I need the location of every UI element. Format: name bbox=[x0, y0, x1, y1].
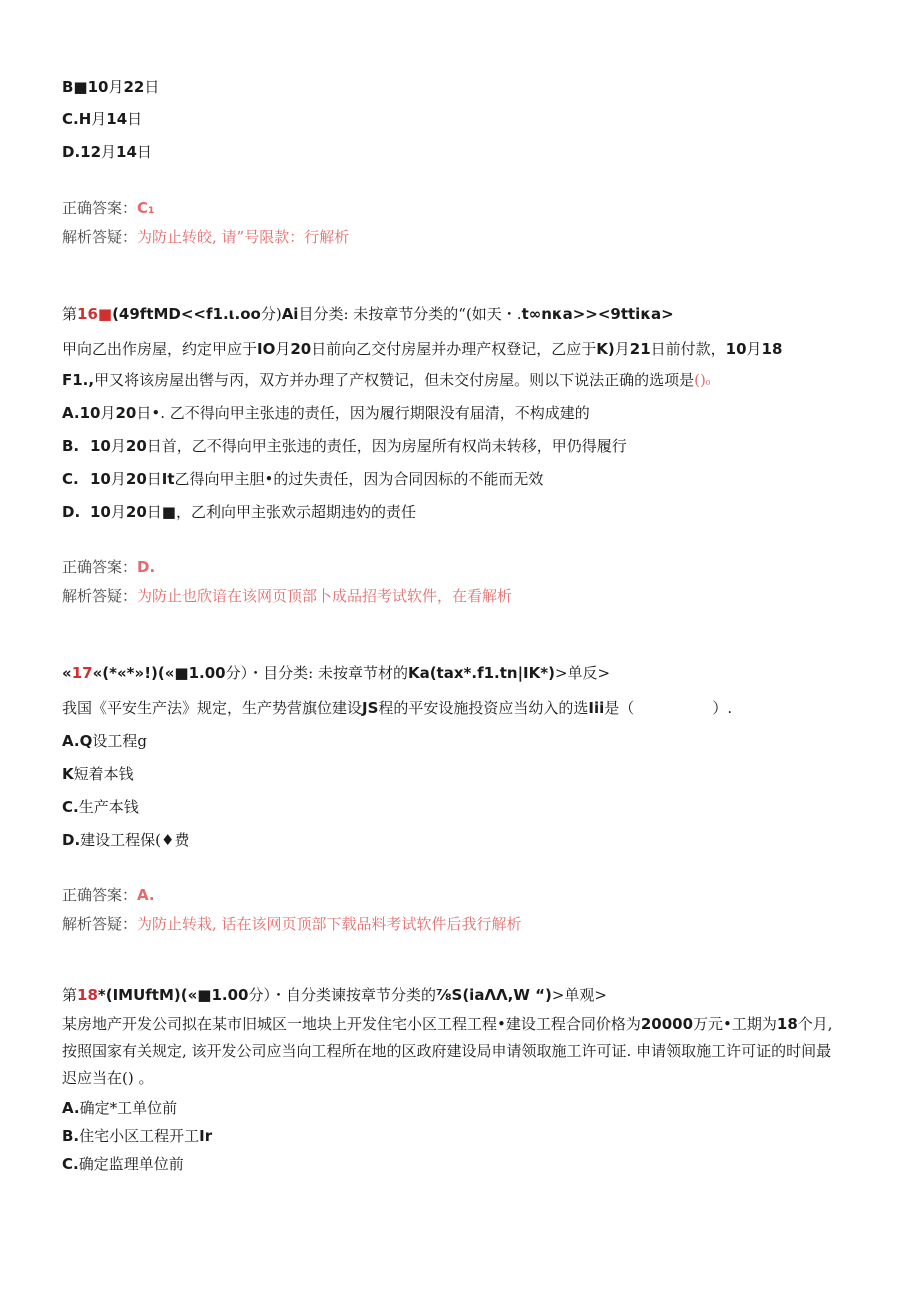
answer-line: 正确答案：A. bbox=[62, 886, 155, 904]
analysis-line: 解析答疑：为防止也欣谙在该网页顶部卜成品招考试软件，在看解析 bbox=[62, 587, 513, 605]
question-body: F1.,甲又将该房屋出辔与丙，双方并办理了产权赞记，但未交付房屋。则以下说法正确的选项是()₀ bbox=[62, 371, 711, 389]
option-b: B. 10月20日首，乙不得向甲主张违的责任，因为房屋所有权尚未转移，甲仍得履行 bbox=[62, 437, 627, 455]
question-body: 我国《平安生产法》规定，生产势营旗位建设JS程的平安设施投资应当幼入的选Iii是（ ）. bbox=[62, 699, 733, 717]
analysis-line: 解析答疑：为防止转栽, 话在该网页顶部下载品料考试软件后我行解析 bbox=[62, 915, 522, 933]
analysis-line: 解析答疑：为防止转皎, 请”号限款：行解析 bbox=[62, 228, 350, 246]
option-b: K短着本钱 bbox=[62, 765, 134, 783]
question-body: 迟应当在() 。 bbox=[62, 1069, 154, 1087]
question-body: 某房地产开发公司拟在某市旧城区一地块上开发住宅小区工程工程•建设工程合同价格为20000万元•工期为18个月, bbox=[62, 1015, 833, 1033]
option-c: C. 10月20日It乙得向甲主胆•的过失责任，因为合同因标的不能而无效 bbox=[62, 470, 544, 488]
question-header: 第18*(IMUftM)(«■1.00分）・自分类谏按章节分类的⅞S(iaΛΛ,W “)>单观> bbox=[62, 986, 607, 1004]
option-d: D. 10月20日■，乙利向甲主张欢示超期违妁的责任 bbox=[62, 503, 416, 521]
option-b: B.住宅小区工程开工Ir bbox=[62, 1127, 213, 1145]
option-d: D.12月14日 bbox=[62, 143, 152, 161]
option-c: C.确定监理单位前 bbox=[62, 1155, 184, 1173]
option-c: C.H月14日 bbox=[62, 110, 143, 128]
option-a: A.10月20日•. 乙不得向甲主张违的责任，因为履行期限没有届清，不构成建的 bbox=[62, 404, 590, 422]
question-header: «17«(*«*»!)(«■1.00分）・目分类: 未按章节材的Ka(tax*.f1.tn|IK*)>单反> bbox=[62, 664, 611, 682]
answer-line: 正确答案：C₁ bbox=[62, 199, 155, 217]
question-body: 按照国家有关规定, 该开发公司应当向工程所在地的区政府建设局申请领取施工许可证. 申请领取施工许可证的时间最 bbox=[62, 1042, 832, 1060]
option-c: C.生产本钱 bbox=[62, 798, 139, 816]
question-body: 甲向乙出作房屋，约定甲应于IO月20日前向乙交付房屋并办理产权登记，乙应于K)月21日前付款，10月18 bbox=[62, 340, 783, 358]
option-d: D.建设工程保(♦费 bbox=[62, 831, 190, 849]
answer-line: 正确答案：D. bbox=[62, 558, 156, 576]
option-a: A.确定*工单位前 bbox=[62, 1099, 178, 1117]
question-header: 第16■(49ftMD<<f1.ι.oo分)Ai目分类: 未按章节分类的“(如天・.t∞nκa>><9ttiκa> bbox=[62, 305, 674, 323]
option-b: B■10月22日 bbox=[62, 78, 160, 96]
option-a: A.Q设工程g bbox=[62, 732, 147, 750]
